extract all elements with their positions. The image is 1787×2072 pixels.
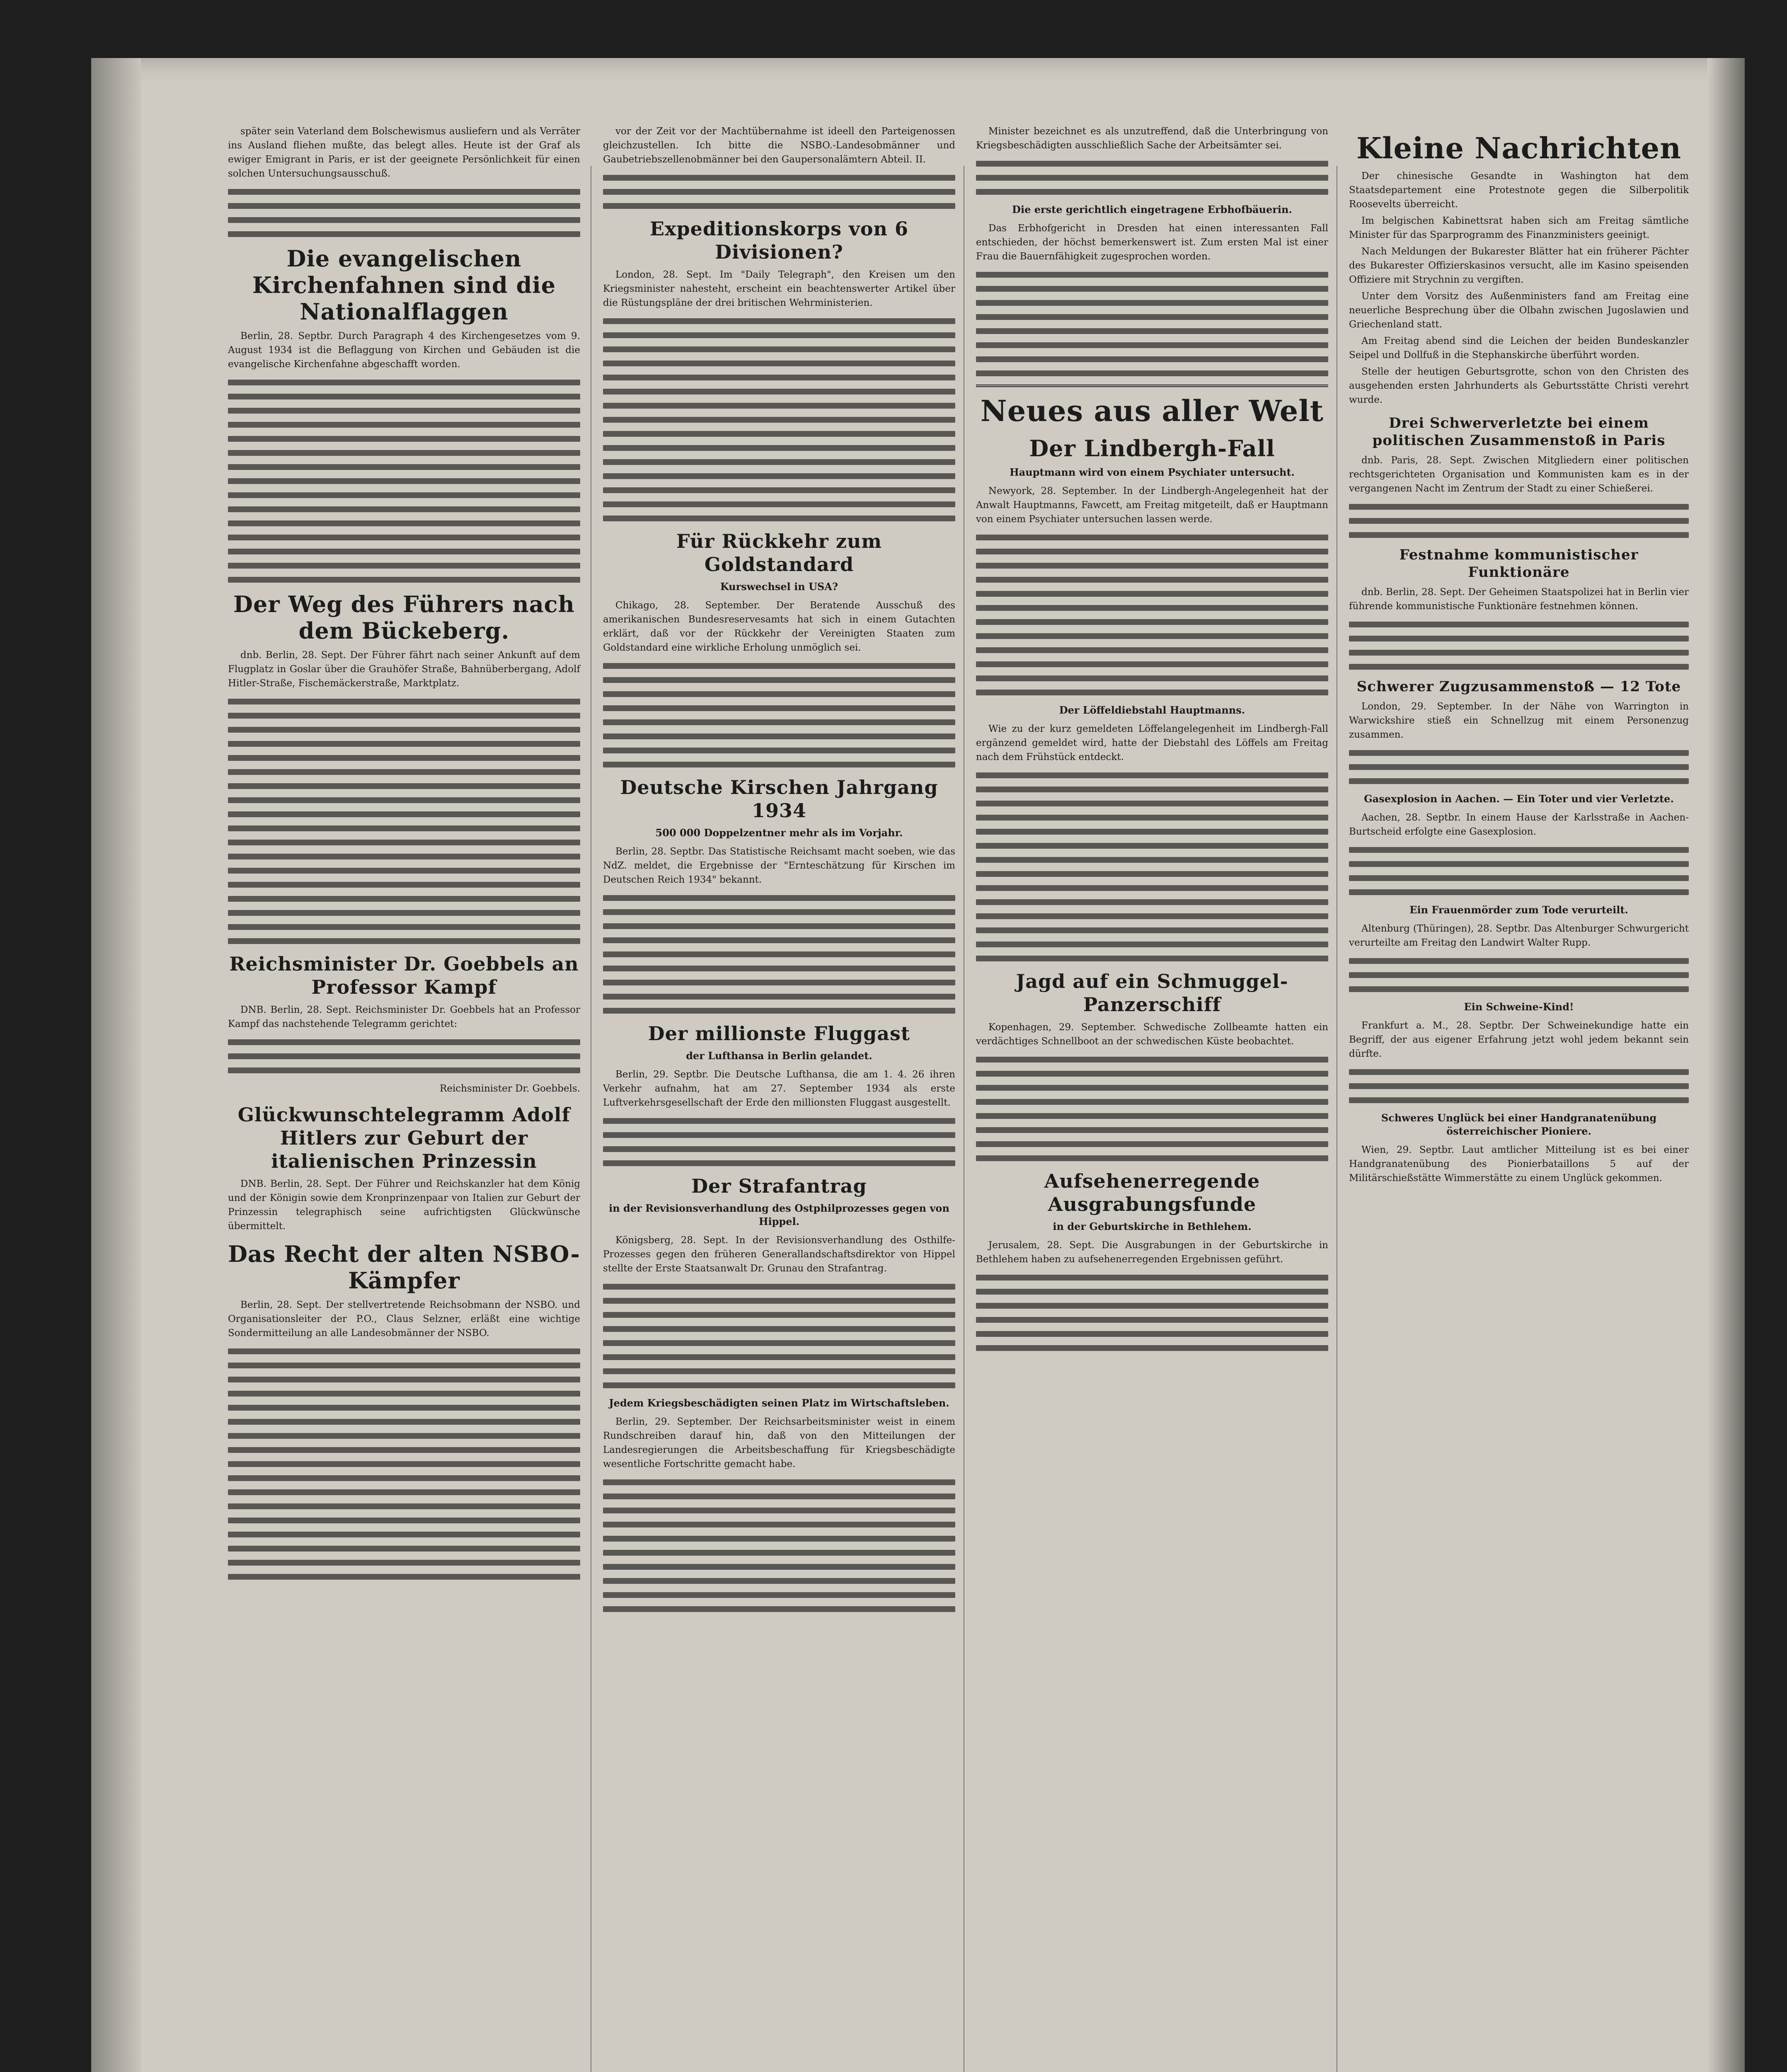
article-text: Frankfurt a. M., 28. Septbr. Der Schweinekundige hatte ein Begriff, der aus eigener Erfahrung jetzt wohl jedem bekannt sein dürfte. [1349,1020,1689,1059]
text-lines [976,535,1328,695]
article-text: Aachen, 28. Septbr. In einem Hause der Karlsstraße in Aachen-Burtscheid erfolgte eine Gasexplosion. [1349,812,1689,837]
text-lines [603,1284,955,1388]
signature-line: Reichsminister Dr. Goebbels. [440,1083,580,1094]
headline: Glückwunschtelegramm Adolf Hitlers zur Geburt der italienischen Prinzessin [237,1104,571,1172]
text-lines [1349,750,1689,784]
article-text: Königsberg, 28. Sept. In der Revisionsverhandlung des Osthilfe-Prozesses gegen den früheren Generallandschaftsdirektor von Hippel stellte der Erste Staatsanwalt Dr. Grunau den Strafantrag. [603,1235,955,1274]
text-lines [603,1479,955,1612]
headline: Die evangelischen Kirchenfahnen sind die Nationalflaggen [252,245,556,325]
text-lines [1349,1069,1689,1103]
headline: Reichsminister Dr. Goebbels an Professor Kampf [229,953,579,998]
subheadline: in der Revisionsverhandlung des Ostphilprozesses gegen von Hippel. [609,1202,949,1227]
article-text: Berlin, 29. Septbr. Die Deutsche Lufthansa, die am 1. 4. 26 ihren Verkehr aufnahm, hat am 27. September 1934 als erste Luftverkehrsgesellschaft der Erde den millionsten Fluggast ausgestellt. [603,1069,955,1108]
subheadline: 500 000 Doppelzentner mehr als im Vorjahr. [655,827,903,839]
newspaper-page [91,58,1745,2072]
text-lines [1349,847,1689,895]
headline: Drei Schwerverletzte bei einem politischen Zusammenstoß in Paris [1372,415,1666,449]
text-lines [603,318,955,521]
headline: Expeditionskorps von 6 Divisionen? [649,218,909,263]
text-lines [603,895,955,1014]
subheadline: Schweres Unglück bei einer Handgranatenübung österreichischer Pioniere. [1381,1112,1657,1137]
article-text: Im belgischen Kabinettsrat haben sich am Freitag sämtliche Minister für das Sparprogramm des Finanzministers geeinigt. [1349,215,1689,240]
article-text: Nach Meldungen der Bukarester Blätter hat ein früherer Pächter des Bukarester Offizierskasinos versucht, alle im Kasino speisenden Offiziere mit Strychnin zu vergiften. [1349,246,1689,285]
article-text: Jerusalem, 28. Sept. Die Ausgrabungen in der Geburtskirche in Bethlehem haben zu aufsehenerregenden Ergebnissen geführt. [976,1240,1328,1265]
column-3 [976,124,1328,1359]
article-text: Berlin, 28. Septbr. Durch Paragraph 4 des Kirchengesetzes vom 9. August 1934 ist die Beflaggung von Kirchen und Gebäuden ist die evangelische Kirchenfahne abgeschafft worden. [228,331,580,370]
subheadline: Ein Schweine-Kind! [1464,1001,1574,1013]
text-lines [228,189,580,237]
text-lines [603,175,955,209]
article-text: Newyork, 28. September. In der Lindbergh-Angelegenheit hat der Anwalt Hauptmanns, Fawcett, am Freitag mitgeteilt, daß er Hauptmann von einem Psychiater untersuchen lassen werde. [976,486,1328,525]
article-text: Chikago, 28. September. Der Beratende Ausschuß des amerikanischen Bundesreservesamts hat sich in einem Gutachten erklärt, daß vor der Rückkehr der Vereinigten Staaten zum Goldstandard eine wirkliche Erholung unmöglich sei. [603,600,955,653]
text-lines [976,1275,1328,1351]
subheadline: Gasexplosion in Aachen. — Ein Toter und vier Verletzte. [1364,793,1674,805]
text-lines [976,772,1328,961]
article-text: Wie zu der kurz gemeldeten Löffelangelegenheit im Lindbergh-Fall ergänzend gemeldet wird, hatte der Diebstahl des Löffels am Freitag nach dem Frühstück entdeckt. [976,724,1328,762]
article-text: vor der Zeit vor der Machtübernahme ist ideell den Parteigenossen gleichzustellen. Ich bitte die NSBO.-Landesobmänner und Gaubetriebszellenobmänner bei den Gaupersonalämtern Abteil. II. [603,126,955,165]
article-text: Altenburg (Thüringen), 28. Septbr. Das Altenburger Schwurgericht verurteilte am Freitag den Landwirt Walter Rupp. [1349,923,1689,948]
headline: Aufsehenerregende Ausgrabungsfunde [1044,1170,1260,1215]
subheadline: Die erste gerichtlich eingetragene Erbhofbäuerin. [1012,203,1292,215]
text-lines [603,663,955,767]
article-text: Minister bezeichnet es als unzutreffend, daß die Unterbringung von Kriegsbeschädigten ausschließlich Sache der Arbeitsämter sei. [976,126,1328,151]
text-lines [1349,622,1689,670]
headline: Das Recht der alten NSBO-Kämpfer [228,1241,580,1294]
page-edge-shadow [1707,58,1745,2072]
article-text: DNB. Berlin, 28. Sept. Der Führer und Reichskanzler hat dem König und der Königin sowie dem Kronprinzenpaar von Italien zur Geburt der Prinzessin telegraphisch seine aufrichtigsten Glückwünsche übermittelt. [228,1179,580,1232]
section-title: Neues aus aller Welt [980,394,1324,428]
headline: Deutsche Kirschen Jahrgang 1934 [620,776,938,822]
section-title: Kleine Nachrichten [1356,131,1681,165]
page-spine [91,58,141,2072]
subheadline: Der Löffeldiebstahl Hauptmanns. [1059,704,1245,716]
subheadline: Ein Frauenmörder zum Tode verurteilt. [1409,904,1628,916]
headline: Schwerer Zugzusammenstoß — 12 Tote [1356,678,1681,695]
column-4 [1349,124,1689,1188]
article-text: Wien, 29. Septbr. Laut amtlicher Mitteilung ist es bei einer Handgranatenübung des Pionierbataillons 5 auf der Militärschießstätte Wimmerstätte zu einem Unglück gekommen. [1349,1145,1689,1184]
column-1 [228,124,580,1588]
subheadline: der Lufthansa in Berlin gelandet. [686,1050,872,1062]
text-lines [228,380,580,583]
article-text: Unter dem Vorsitz des Außenministers fand am Freitag eine neuerliche Besprechung über die Olbahn zwischen Jugoslawien und Griechenland statt. [1349,291,1689,330]
column-2 [603,124,955,1620]
article-text: Am Freitag abend sind die Leichen der beiden Bundeskanzler Seipel und Dollfuß in die Stephanskirche überführt worden. [1349,336,1689,361]
article-text: London, 29. September. In der Nähe von Warrington in Warwickshire stieß ein Schnellzug mit einem Personenzug zusammen. [1349,701,1689,740]
subheadline: Kurswechsel in USA? [720,581,838,593]
text-lines [228,699,580,944]
article-text: dnb. Berlin, 28. Sept. Der Führer fährt nach seiner Ankunft auf dem Flugplatz in Goslar über die Grauhöfer Straße, Bahnüberbergang, Adolf Hitler-Straße, Fischemäckerstraße, Marktplatz. [228,650,580,689]
headline: Festnahme kommunistischer Funktionäre [1399,547,1639,581]
text-lines [228,1039,580,1073]
article-text: Stelle der heutigen Geburtsgrotte, schon von den Christen des ausgehenden ersten Jahrhunderts als Geburtsstätte Christi verehrt wurde. [1349,366,1689,405]
article-text: Berlin, 28. Sept. Der stellvertretende Reichsobmann der NSBO. und Organisationsleiter der P.O., Claus Selzner, erläßt eine wichtige Sondermitteilung an alle Landesobmänner der NSBO. [228,1300,580,1339]
article-text: dnb. Paris, 28. Sept. Zwischen Mitgliedern einer politischen rechtsgerichteten Organisation und Kommunisten kam es in der vergangenen Nacht im Zentrum der Stadt zu einer Schießerei. [1349,455,1689,494]
article-text: DNB. Berlin, 28. Sept. Reichsminister Dr. Goebbels hat an Professor Kampf das nachstehende Telegramm gerichtet: [228,1005,580,1029]
article-text: London, 28. Sept. Im "Daily Telegraph", den Kreisen um den Kriegsminister nahesteht, erscheint ein beachtenswerter Artikel über die Rüstungspläne der drei britischen Wehrministerien. [603,269,955,308]
text-lines [976,161,1328,195]
headline: Der Strafantrag [691,1175,867,1197]
headline: Der Weg des Führers nach dem Bückeberg. [233,591,575,644]
headline: Der Lindbergh-Fall [1029,435,1275,462]
article-text: später sein Vaterland dem Bolschewismus ausliefern und als Verräter ins Ausland fliehen mußte, das belegt alles. Heute ist der Graf als ewiger Emigrant in Paris, er ist der geeignete Persönlichkeit für einen solchen Untersuchungsausschuß. [228,126,580,179]
text-lines [976,1057,1328,1161]
text-lines [976,272,1328,376]
headline: Jagd auf ein Schmuggel-Panzerschiff [1016,970,1288,1016]
text-lines [228,1348,580,1580]
article-text: Berlin, 28. Septbr. Das Statistische Reichsamt macht soeben, wie das NdZ. meldet, die Ergebnisse der "Ernteschätzung für Kirschen im Deutschen Reich 1934" bekannt. [603,846,955,885]
article-text: Das Erbhofgericht in Dresden hat einen interessanten Fall entschieden, der höchst bemerkenswert ist. Zum ersten Mal ist einer Frau die Bauernfähigkeit zugesprochen worden. [976,223,1328,262]
text-lines [1349,958,1689,992]
text-lines [603,1118,955,1166]
article-text: dnb. Berlin, 28. Sept. Der Geheimen Staatspolizei hat in Berlin vier führende kommunistische Funktionäre festnehmen können. [1349,587,1689,612]
subheadline: Jedem Kriegsbeschädigten seinen Platz im Wirtschaftsleben. [609,1397,949,1409]
headline: Für Rückkehr zum Goldstandard [676,530,882,576]
text-lines [1349,504,1689,538]
subheadline: in der Geburtskirche in Bethlehem. [1053,1220,1252,1232]
article-text: Berlin, 29. September. Der Reichsarbeitsminister weist in einem Rundschreiben darauf hin, daß von den Mitteilungen der Landesregierungen die Arbeitsbeschaffung für Kriegsbeschädigte wesentliche Fortschritte gemacht habe. [603,1416,955,1469]
section-divider [976,385,1328,387]
article-text: Kopenhagen, 29. September. Schwedische Zollbeamte hatten ein verdächtiges Schnellboot an der schwedischen Küste beobachtet. [976,1022,1328,1047]
headline: Der millionste Fluggast [648,1022,910,1045]
article-text: Der chinesische Gesandte in Washington hat dem Staatsdepartement eine Protestnote gegen die Silberpolitik Roosevelts überreicht. [1349,171,1689,210]
subheadline: Hauptmann wird von einem Psychiater untersucht. [1010,466,1295,478]
